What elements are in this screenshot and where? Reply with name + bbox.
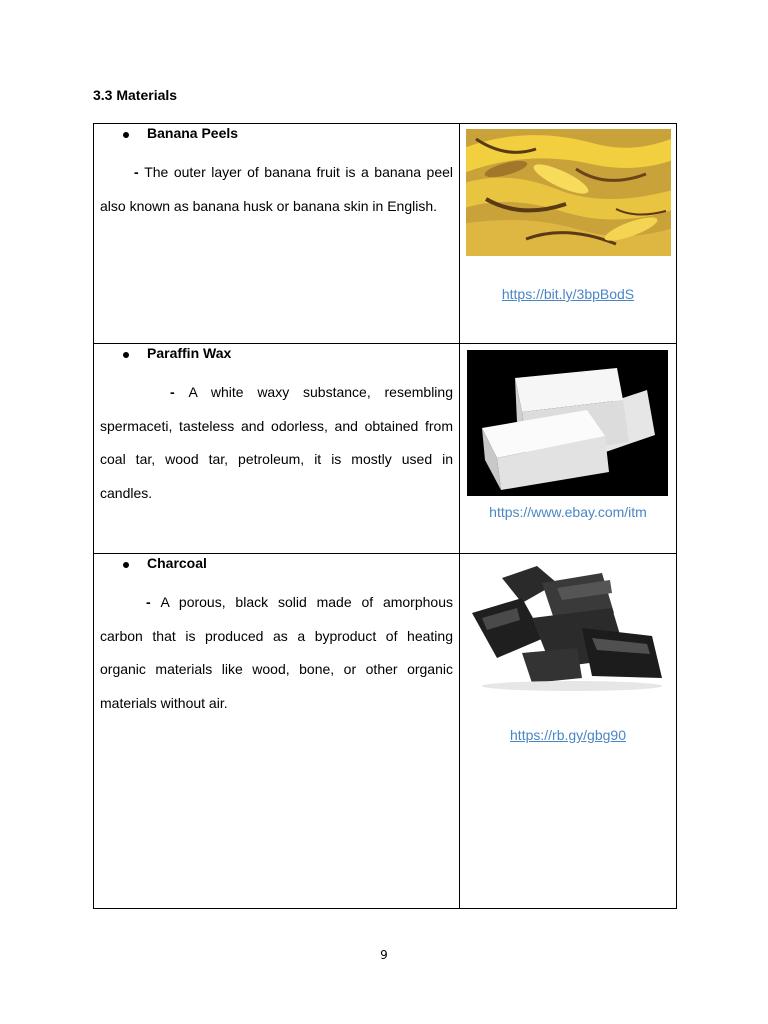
table-row	[94, 554, 677, 909]
table-row	[94, 344, 677, 554]
material-image-cell	[460, 344, 677, 554]
material-description: - A white waxy substance, resembling spermaceti, tasteless and odorless, and obtained from coal tar, wood tar, petroleum, it is mostly used in candles.	[100, 384, 453, 501]
materials-table	[93, 123, 677, 909]
section-heading: 3.3 Materials	[93, 87, 178, 103]
material-image-cell	[460, 124, 677, 344]
source-link[interactable]: https://www.ebay.com/itm	[489, 504, 647, 520]
banana-peels-photo	[466, 129, 671, 256]
source-link[interactable]: https://rb.gy/gbg90	[510, 727, 626, 743]
bullet-icon	[123, 352, 129, 358]
material-title: Banana Peels	[147, 125, 239, 141]
charcoal-photo	[462, 558, 674, 696]
material-title: Paraffin Wax	[147, 345, 232, 361]
bullet-icon	[123, 562, 129, 568]
material-text-cell	[94, 344, 460, 554]
table-row	[94, 124, 677, 344]
material-description: - The outer layer of banana fruit is a banana peel also known as banana husk or banana skin in English.	[100, 164, 453, 214]
material-text-cell	[94, 554, 460, 909]
source-link[interactable]: https://bit.ly/3bpBodS	[501, 286, 635, 302]
page-number: 9	[380, 948, 388, 962]
bullet-icon	[123, 132, 129, 138]
material-image-cell	[460, 554, 677, 909]
material-text-cell	[94, 124, 460, 344]
material-description: - A porous, black solid made of amorphous carbon that is produced as a byproduct of heating organic materials like wood, bone, or other organic materials without air.	[100, 594, 453, 711]
paraffin-wax-photo	[467, 350, 668, 496]
material-title: Charcoal	[147, 555, 207, 571]
